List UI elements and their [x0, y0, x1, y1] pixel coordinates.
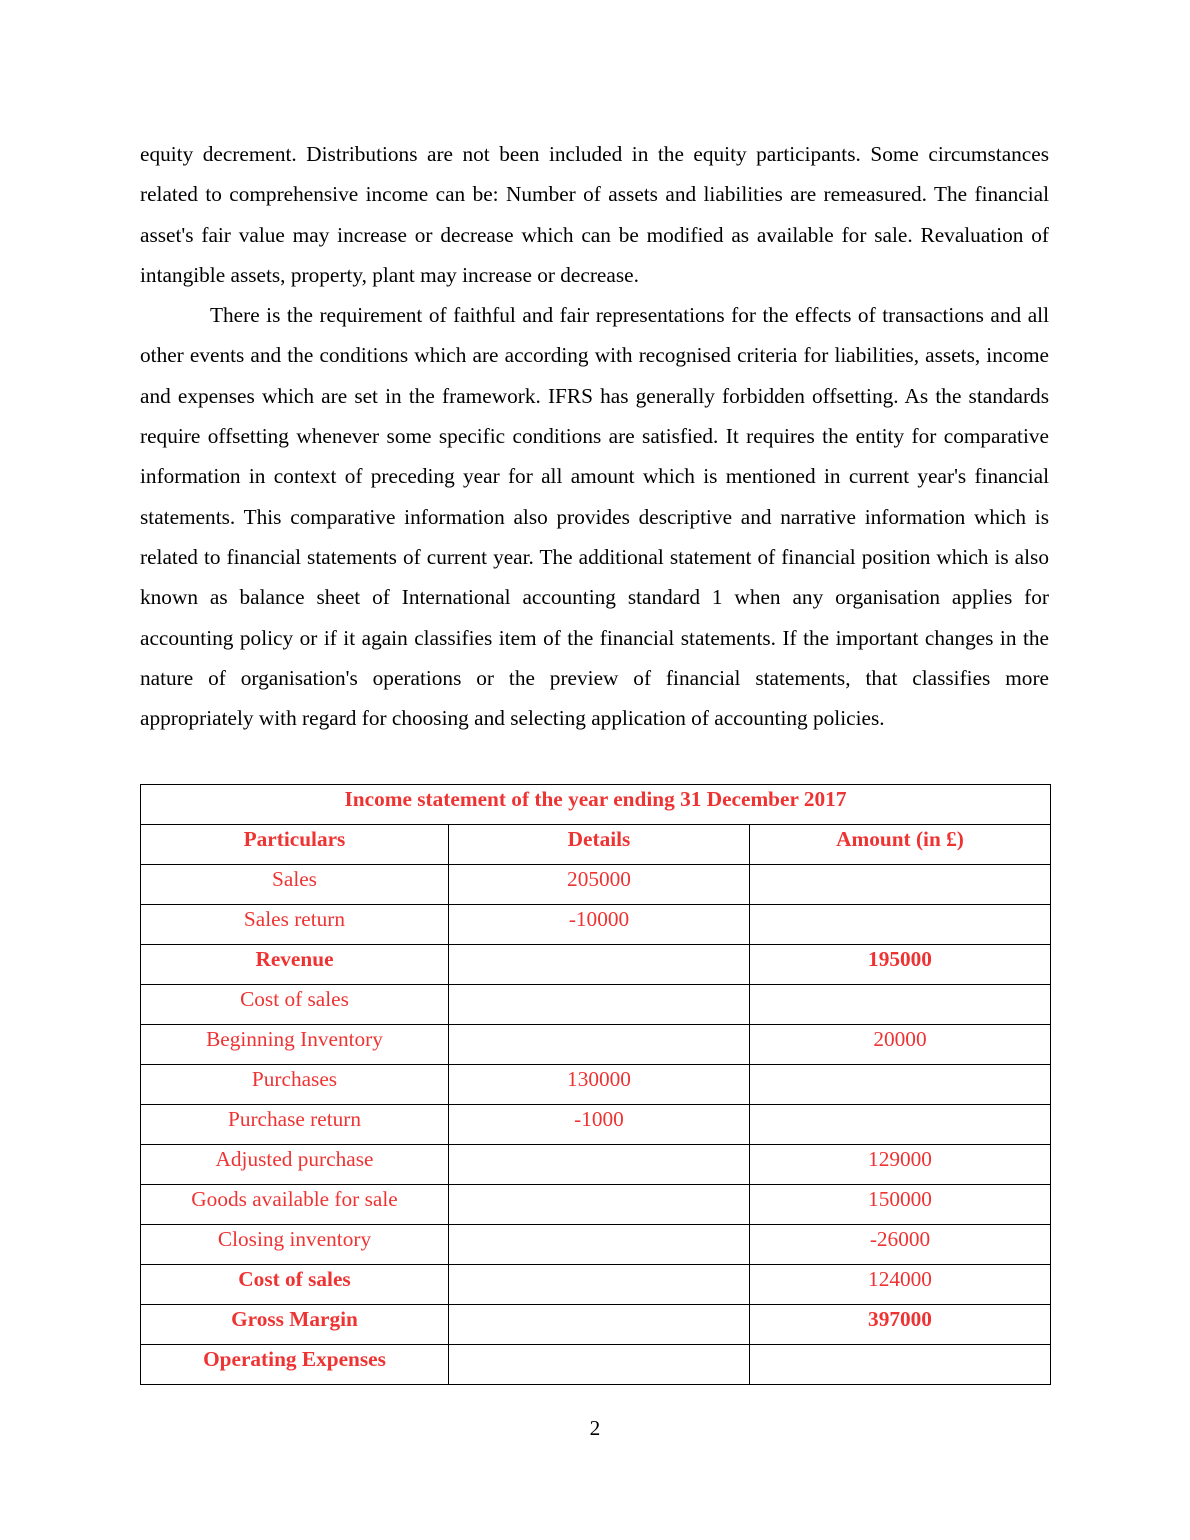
cell-details	[449, 1225, 750, 1265]
cell-amount: 124000	[749, 1265, 1050, 1305]
cell-details: 130000	[449, 1065, 750, 1105]
table-title: Income statement of the year ending 31 December 2017	[141, 785, 1051, 825]
header-amount: Amount (in £)	[749, 825, 1050, 865]
cell-particulars: Sales return	[141, 905, 449, 945]
cell-particulars: Operating Expenses	[141, 1345, 449, 1385]
cell-details: -1000	[449, 1105, 750, 1145]
cell-amount: 397000	[749, 1305, 1050, 1345]
page-content	[140, 134, 1049, 738]
table-title-row	[141, 785, 1051, 825]
body-paragraph-2: There is the requirement of faithful and fair representations for the effects of transactions and all other events and the conditions which are according with recognised criteria for liabilities, assets, income and expenses which are set in the framework. IFRS has generally forbidden offsetting. As the standards require offsetting whenever some specific conditions are satisfied. It requires the entity for comparative information in context of preceding year for all amount which is mentioned in current year's financial statements. This comparative information also provides descriptive and narrative information which is related to financial statements of current year. The additional statement of financial position which is also known as balance sheet of International accounting standard 1 when any organisation applies for accounting policy or if it again classifies item of the financial statements. If the important changes in the nature of organisation's operations or the preview of financial statements, that classifies more appropriately with regard for choosing and selecting application of accounting policies.	[140, 303, 1049, 731]
cell-particulars: Purchase return	[141, 1105, 449, 1145]
cell-amount	[749, 865, 1050, 905]
cell-amount: 150000	[749, 1185, 1050, 1225]
table-row	[141, 865, 1051, 905]
table-row	[141, 945, 1051, 985]
header-details: Details	[449, 825, 750, 865]
body-paragraph-1: equity decrement. Distributions are not been included in the equity participants. Some circumstances related to comprehensive income can be: Number of assets and liabilities are remeasured. The financial asset's fair value may increase or decrease which can be modified as available for sale. Revaluation of intangible assets, property, plant may increase or decrease.	[140, 142, 1049, 287]
table-row	[141, 1145, 1051, 1185]
table-row	[141, 985, 1051, 1025]
cell-amount	[749, 1345, 1050, 1385]
table-row	[141, 1065, 1051, 1105]
cell-amount: -26000	[749, 1225, 1050, 1265]
cell-particulars: Cost of sales	[141, 985, 449, 1025]
cell-amount: 129000	[749, 1145, 1050, 1185]
cell-particulars: Gross Margin	[141, 1305, 449, 1345]
cell-details: 205000	[449, 865, 750, 905]
table-row	[141, 1265, 1051, 1305]
cell-details	[449, 1025, 750, 1065]
cell-particulars: Revenue	[141, 945, 449, 985]
cell-particulars: Adjusted purchase	[141, 1145, 449, 1185]
cell-amount	[749, 985, 1050, 1025]
table-row	[141, 1105, 1051, 1145]
cell-details	[449, 1305, 750, 1345]
cell-particulars: Purchases	[141, 1065, 449, 1105]
cell-details	[449, 945, 750, 985]
cell-particulars: Sales	[141, 865, 449, 905]
cell-amount: 20000	[749, 1025, 1050, 1065]
cell-amount	[749, 905, 1050, 945]
cell-amount: 195000	[749, 945, 1050, 985]
cell-details	[449, 1185, 750, 1225]
table-row	[141, 1345, 1051, 1385]
table-row	[141, 1185, 1051, 1225]
cell-particulars: Goods available for sale	[141, 1185, 449, 1225]
table-row	[141, 1225, 1051, 1265]
cell-particulars: Cost of sales	[141, 1265, 449, 1305]
page-number: 2	[589, 1416, 601, 1440]
table-row	[141, 1305, 1051, 1345]
table-header-row	[141, 825, 1051, 865]
table-row	[141, 1025, 1051, 1065]
cell-details: -10000	[449, 905, 750, 945]
header-particulars: Particulars	[141, 825, 449, 865]
cell-particulars: Beginning Inventory	[141, 1025, 449, 1065]
cell-details	[449, 1145, 750, 1185]
cell-amount	[749, 1105, 1050, 1145]
cell-details	[449, 985, 750, 1025]
cell-details	[449, 1345, 750, 1385]
income-statement-table	[140, 784, 1051, 1385]
cell-details	[449, 1265, 750, 1305]
table-row	[141, 905, 1051, 945]
cell-amount	[749, 1065, 1050, 1105]
cell-particulars: Closing inventory	[141, 1225, 449, 1265]
